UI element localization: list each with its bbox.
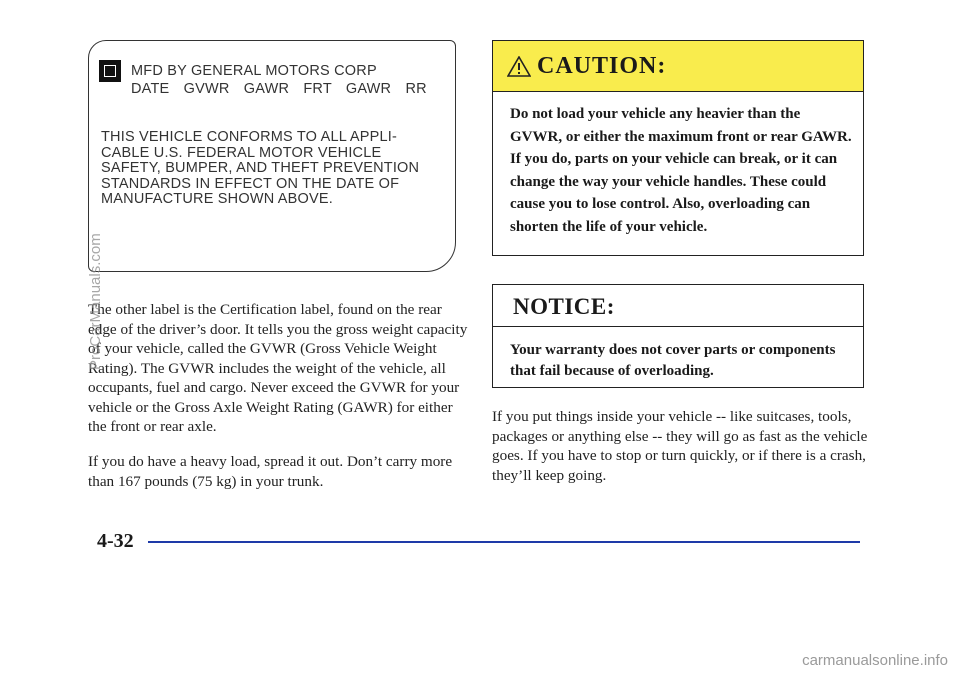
caution-box (492, 40, 864, 256)
label-conformity-statement: THIS VEHICLE CONFORMS TO ALL APPLI- CABLE U.S. FEDERAL MOTOR VEHICLE SAFETY, BUMPER, AND THEFT PREVENTION STANDARDS IN EFFECT ON THE DATE OF MANUFACTURE SHOWN ABOVE. (101, 129, 420, 207)
side-watermark: ProCarManuals.com (87, 233, 104, 370)
warning-triangle-icon (507, 56, 531, 77)
loose-items-paragraph: If you put things inside your vehicle -- like suitcases, tools, packages or anything else -- they will go as fast as the vehicle goes. If you have to stop or turn quickly, or if there is a crash, they’ll keep going. (492, 408, 868, 484)
heavy-load-paragraph: If you do have a heavy load, spread it out. Don’t carry more than 167 pounds (75 kg) in your trunk. (88, 453, 453, 490)
footer-rule (148, 541, 860, 543)
notice-header (493, 285, 863, 327)
notice-box (492, 284, 864, 388)
notice-title: NOTICE: (513, 294, 615, 319)
caution-title: CAUTION: (537, 53, 667, 79)
label-manufacturer-line: MFD BY GENERAL MOTORS CORP (131, 63, 377, 79)
page-number: 4-32 (97, 530, 134, 552)
gm-logo-icon (99, 60, 121, 82)
caution-header (493, 41, 863, 92)
caution-text: Do not load your vehicle any heavier than the GVWR, or either the maximum front or rear GAWR. If you do, parts on your vehicle can break, or it can change the way your vehicle handles. These could cause you to lose control. Also, overloading can shorten the life of your vehicle. (510, 106, 852, 235)
notice-text: Your warranty does not cover parts or components that fail because of overloading. (510, 342, 836, 379)
certification-label-illustration (88, 40, 456, 272)
certification-label-paragraph: The other label is the Certification label, found on the rear edge of the driver’s door. It tells you the gross weight capacity of your vehicle, called the GVWR (Gross Vehicle Weight Rating). The GVWR includes the weight of the vehicle, all occupants, fuel and cargo. Never exceed the GVWR for your vehicle or the Gross Axle Weight Rating (GAWR) for either the front or rear axle. (88, 301, 468, 435)
bottom-watermark: carmanualsonline.info (802, 652, 948, 669)
label-columns-line: DATE GVWR GAWR FRT GAWR RR (131, 81, 427, 97)
